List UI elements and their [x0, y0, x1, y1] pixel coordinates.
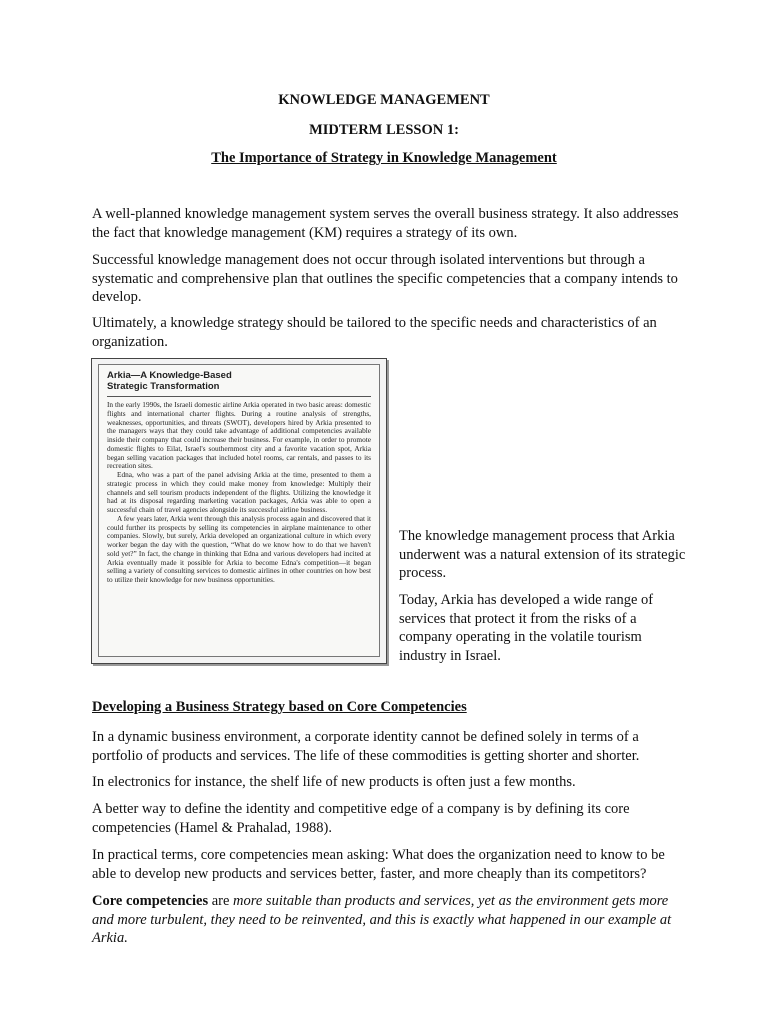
core-competencies-text: more suitable than products and services, yet as the environment gets more and more turbulent, they need to be reinvented, and this is exactly what happened in our example at Arkia. [92, 893, 672, 946]
case-box-divider [107, 396, 371, 397]
section-paragraph: In practical terms, core competencies mean asking: What does the organization need to know to be able to develop new products and services better, faster, and more cheaply than its competitors? [92, 847, 665, 882]
section-paragraph: In electronics for instance, the shelf life of new products is often just a few months. [92, 774, 576, 790]
case-box-paragraph: A few years later, Arkia went through this analysis process again and discovered that it could further its prospects by selling its competencies in airplane maintenance to other companies. Slowly, but surely, Arkia developed an organizational culture in which every worker began the day with the question, “What do we know how to do that we haven't sold yet?” In fact, the change in thinking that Edna and various developers had incited at Arkia eventually made it possible for Arkia to become Edna's competition—it began selling a variety of consulting services to domestic airlines in other countries on how best to utilize their knowledge for new business opportunities. [107, 513, 371, 584]
core-competencies-label: Core competencies [92, 893, 209, 909]
section-heading: Developing a Business Strategy based on Core Competencies [92, 699, 467, 715]
intro-paragraph: Successful knowledge management does not occur through isolated interventions but through a systematic and comprehensive plan that outlines the specific competencies that a company intends to develop. [92, 252, 678, 305]
lesson-subtitle: The Importance of Strategy in Knowledge Management [211, 150, 557, 166]
case-box-inner [98, 364, 380, 657]
case-box-paragraph: Edna, who was a part of the panel advising Arkia at the time, presented to them a strategic process in which they could make money from knowledge: Multiply their channels and sell tourism products independent of the flights. Utilizing the knowledge it had at its disposal regarding marketing vacation packages, Arkia was able to open a successful chain of travel agencies alongside its successful airline business. [107, 470, 371, 514]
section-paragraph: A better way to define the identity and competitive edge of a company is by defining its core competencies (Hamel & Prahalad, 1988). [92, 801, 630, 836]
arkia-case-box [91, 358, 387, 664]
case-box-title: Arkia—A Knowledge-Based Strategic Transformation [107, 370, 232, 392]
intro-paragraph: Ultimately, a knowledge strategy should be tailored to the specific needs and characteristics of an organization. [92, 315, 657, 350]
side-paragraph: The knowledge management process that Arkia underwent was a natural extension of its strategic process. [399, 528, 686, 581]
core-competencies-paragraph [92, 892, 688, 948]
core-competencies-connector: are [208, 893, 234, 909]
case-box-paragraph: In the early 1990s, the Israeli domestic airline Arkia operated in two basic areas: domestic flights and international charter flights. During a routine analysis of strengths, weaknesses, opportunities, and threats (SWOT), developers hired by Arkia presented to the managers ways that they could take advantage of additional competencies available inside their company that could increase their business. For example, in order to promote domestic flights to Eilat, Israel's southernmost city and a favorite vacation spot, Arkia began selling vacation packages that included hotel rooms, car rentals, and passes to its recreation sites. [107, 400, 371, 471]
lesson-label: MIDTERM LESSON 1: [309, 122, 459, 138]
intro-paragraph: A well-planned knowledge management system serves the overall business strategy. It also addresses the fact that knowledge management (KM) requires a strategy of its own. [92, 206, 679, 241]
section-paragraph: In a dynamic business environment, a corporate identity cannot be defined solely in terms of a portfolio of products and services. The life of these commodities is getting shorter and shorter. [92, 729, 640, 764]
side-paragraph: Today, Arkia has developed a wide range of services that protect it from the risks of a company operating in the volatile tourism industry in Israel. [399, 592, 654, 664]
document-title: KNOWLEDGE MANAGEMENT [278, 92, 490, 108]
